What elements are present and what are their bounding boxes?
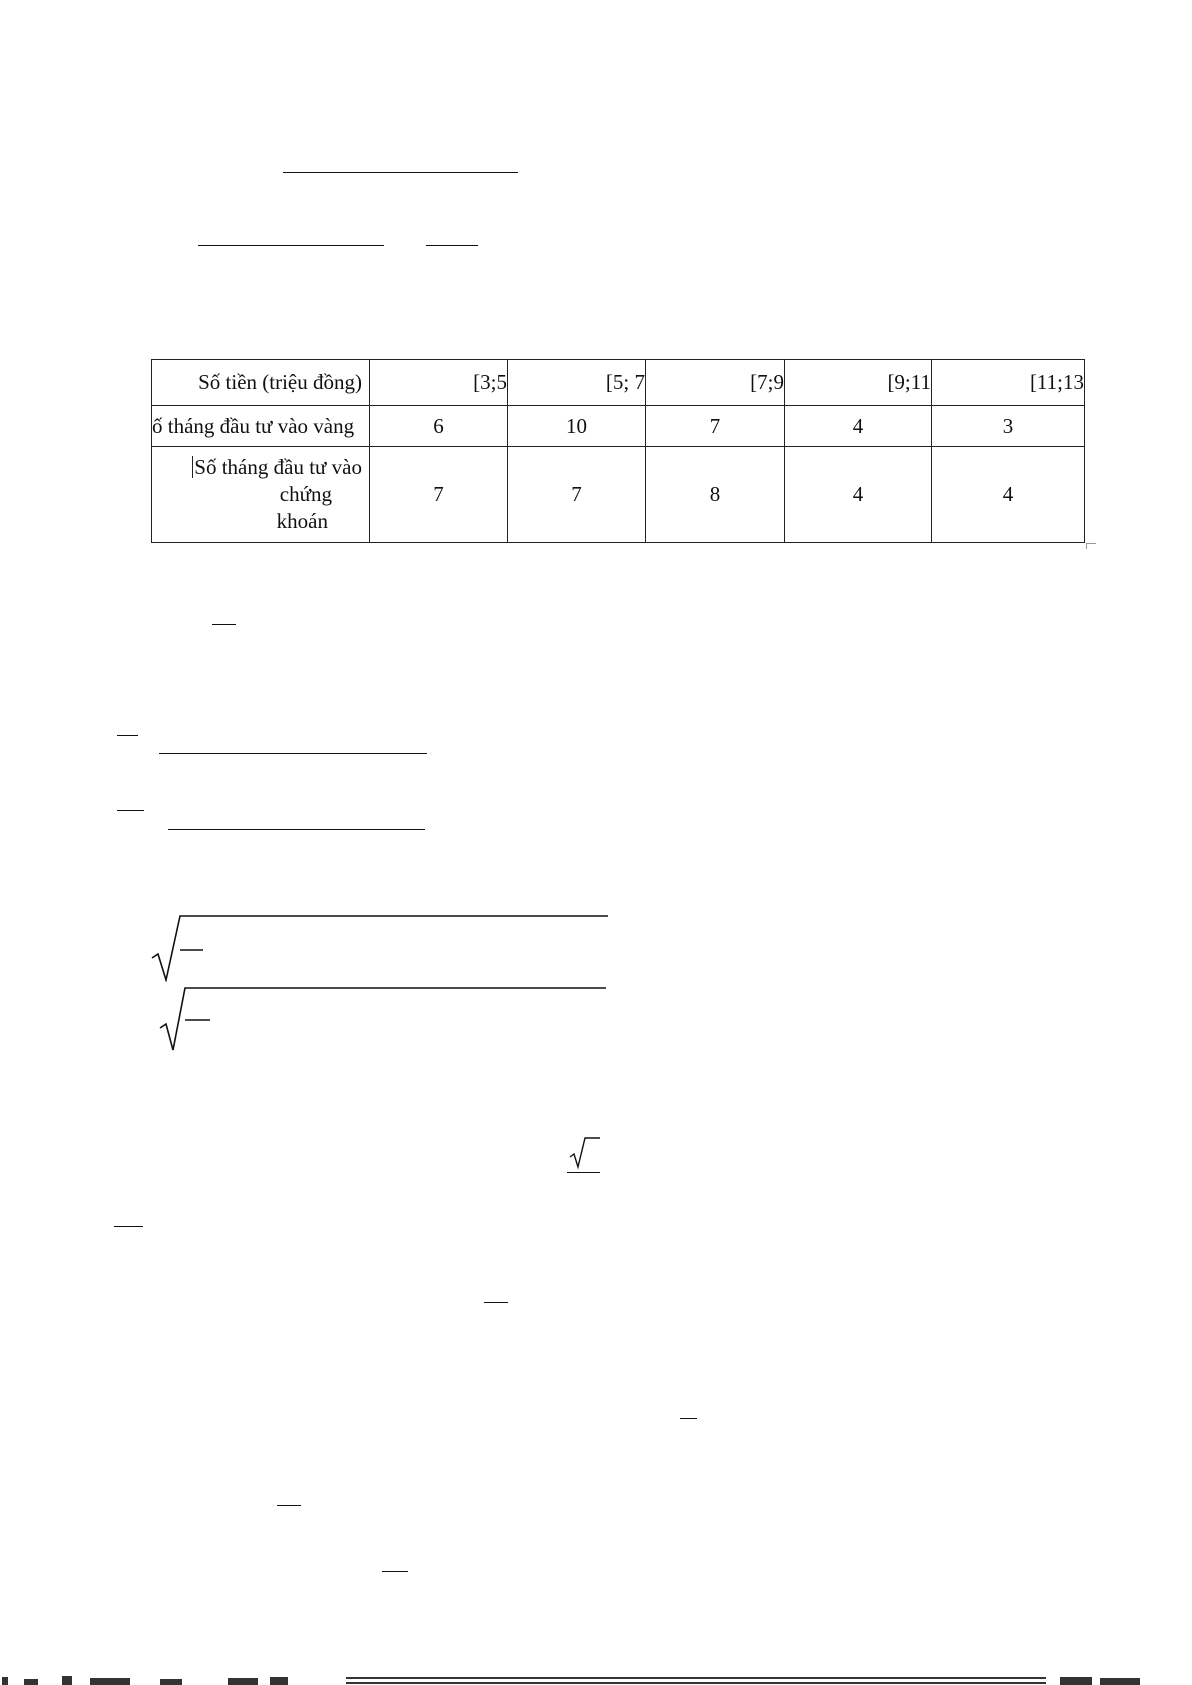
row-label-line: khoán [276,509,328,533]
overline [277,1505,301,1506]
table-row-gold [152,406,1085,447]
table-corner-mark [1086,543,1096,549]
table-header-row [152,360,1085,406]
investment-table [151,359,1085,543]
overline [212,624,236,625]
table-row-stocks [152,447,1085,543]
row-label: ố tháng đầu tư vào vàng [152,406,370,447]
value-cell: 8 [646,447,785,543]
fraction-bar [168,829,425,830]
overline [117,810,144,811]
cut-off-text-line [0,1675,1192,1685]
overline [484,1302,508,1303]
value-cell: 7 [646,406,785,447]
square-root-sign [158,982,608,1052]
overline [117,735,138,736]
square-root-sign [150,910,610,982]
fraction-bar [159,753,427,754]
row-label-line: chứng [279,482,332,506]
fraction-bar [426,245,478,246]
value-cell: 4 [932,447,1085,543]
value-cell: 10 [508,406,646,447]
overline [680,1418,697,1419]
value-cell: 4 [785,406,932,447]
fraction-bar [283,172,518,173]
value-cell: 7 [508,447,646,543]
interval-cell: [11;13 [932,360,1085,406]
overline [382,1571,408,1572]
interval-cell: [9;11 [785,360,932,406]
fraction-bar [198,245,384,246]
interval-cell: [7;9 [646,360,785,406]
fraction-bar [567,1172,600,1173]
value-cell: 4 [785,447,932,543]
row-label [152,447,370,543]
interval-cell: [5; 7 [508,360,646,406]
square-root-sign [568,1135,602,1175]
value-cell: 7 [370,447,508,543]
value-cell: 3 [932,406,1085,447]
overline [114,1226,143,1227]
interval-cell: [3;5 [370,360,508,406]
header-label: Số tiền (triệu đồng) [152,360,370,406]
value-cell: 6 [370,406,508,447]
row-label-line: Số tháng đầu tư vào [194,455,362,479]
